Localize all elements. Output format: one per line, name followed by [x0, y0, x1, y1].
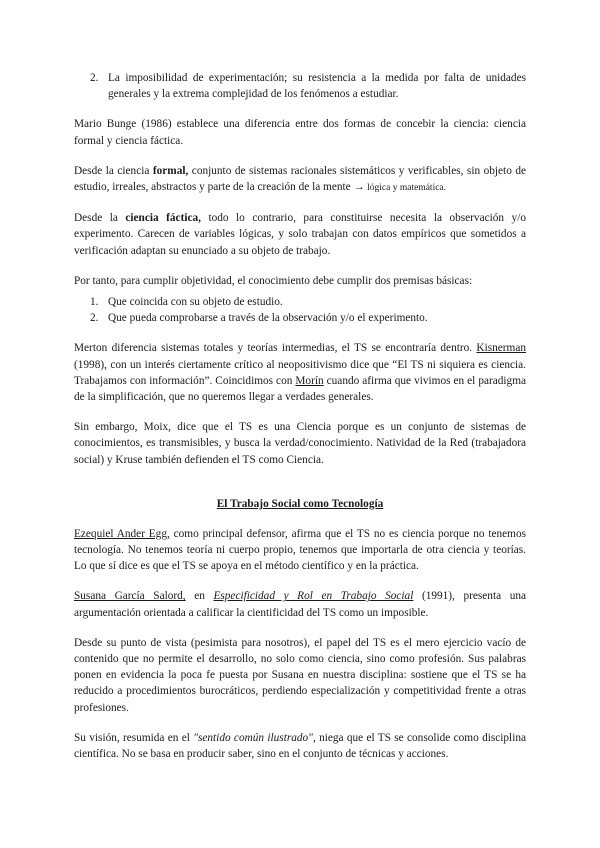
list-item — [74, 70, 526, 102]
paragraph-vision: Su visión, resumida en el "sentido común ilustrado", niega que el TS se consolide como disciplina científica. No se basa en producir saber, sino en el conjunto de técnicas y acciones. — [74, 731, 526, 761]
author-kisnerman: Kisnerman — [476, 342, 526, 355]
paragraph-salord: Susana García Salord, en Especificidad y Rol en Trabajo Social (1991), presenta una argumentación orientada a calificar la cientificidad del TS como un imposible. — [74, 590, 527, 619]
list-item: 1. Que coincida con su objeto de estudio. — [90, 296, 283, 309]
author-ander-egg: Ezequiel Ander Egg, — [74, 527, 170, 540]
paragraph-moix: Sin embargo, Moix, dice que el TS es una Ciencia porque es un conjunto de sistemas de conocimientos, es transmisibles, y busca la verdad/conocimiento. Natividad de la Red (trabajadora social) y Kruse también defienden el TS como Ciencia. — [74, 421, 526, 466]
paragraph-formal-science: Desde la ciencia formal, conjunto de sistemas racionales sistemáticos y verificables, sin objeto de estudio, irreales, abstractos y parte de la creación de la mente → lógica y matemática. — [74, 164, 526, 194]
paragraph-bunge: Mario Bunge (1986) establece una diferencia entre dos formas de concebir la ciencia: ciencia formal y ciencia fáctica. — [74, 118, 526, 147]
paragraph-factual-science: Desde la ciencia fáctica, todo lo contrario, para constituirse necesita la observación y/o experimento. Carecen de variables lógicas, y solo trabajan con datos empíricos que sometidos a verificación adaptan su enunciado a su objeto de trabajo. — [74, 212, 526, 257]
list-item: 2. Que pueda comprobarse a través de la observación y/o el experimento. — [90, 312, 428, 325]
paragraph-merton: Merton diferencia sistemas totales y teorías intermedias, el TS se encontraría dentro. Kisnerman (1998), con un interés ciertamente crítico al neopositivismo dice que “El TS ni siquiera es ciencia. Trabajamos con información”. Coincidimos con Morín cuando afirma que vivimos en el paradigma de la simplificación, que no queremos llegar a verdades generales. — [74, 342, 527, 404]
book-title: Especificidad y Rol en Trabajo Social — [213, 590, 414, 603]
term-factica: ciencia fáctica, — [125, 212, 201, 225]
list-item-text: La imposibilidad de experimentación; su resistencia a la medida por falta de unidades generales y la extrema complejidad de los fenómenos a estudiar. — [108, 72, 526, 101]
limitations-list — [74, 70, 526, 102]
author-morin: Morín — [295, 374, 324, 387]
document-body — [74, 70, 526, 762]
paragraph-ander-egg: Ezequiel Ander Egg, como principal defensor, afirma que el TS no es ciencia porque no tenemos tecnología. No tenemos teoría ni cuerpo propio, tenemos que importarla de otra ciencia y teorías. Lo que sí dice es que el TS se apoya en el método científico y en la práctica. — [74, 527, 527, 573]
arrow-symbol: → — [353, 181, 365, 194]
premises-list — [74, 294, 526, 326]
author-salord: Susana García Salord, — [74, 590, 186, 603]
quote-sentido-comun: "sentido común ilustrado" — [193, 731, 313, 744]
term-formal: formal, — [152, 164, 189, 177]
paragraph-por-tanto: Por tanto, para cumplir objetividad, el conocimiento debe cumplir dos premisas básicas: — [74, 274, 473, 287]
paragraph-pesimista: Desde su punto de vista (pesimista para nosotros), el papel del TS es el mero ejercicio vacío de contenido que no permite el desarrollo, no solo como ciencia, sino como profesión. Sus palabras ponen en evidencia la poca fe puesta por Susana en nuestra disciplina: sostiene que el TS se ha reducido a procedimientos burocráticos, perdiendo especialización y competitividad frente a otras profesiones. — [74, 636, 526, 714]
list-number: 2. — [90, 72, 99, 84]
section-heading: El Trabajo Social como Tecnología — [216, 497, 384, 510]
